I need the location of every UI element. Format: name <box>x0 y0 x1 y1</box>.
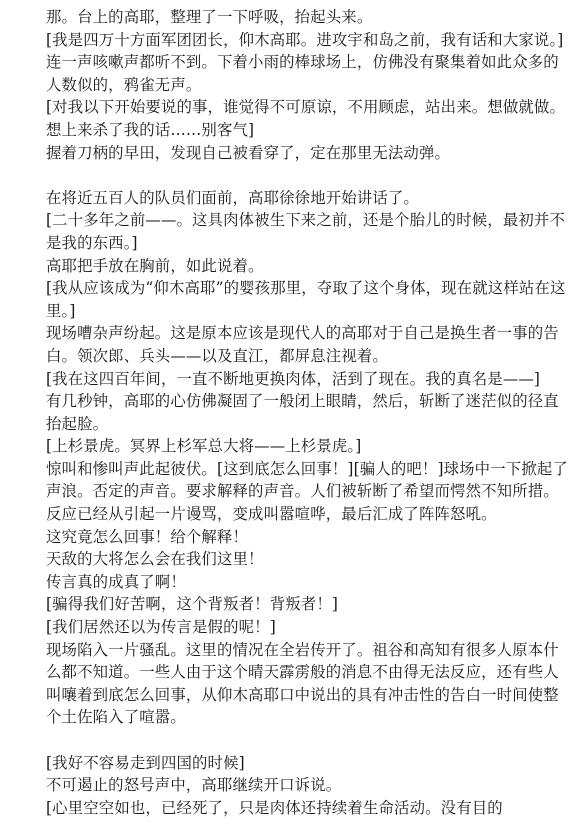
paragraph: [我好不容易走到四国的时候] <box>46 753 245 772</box>
paragraph: [我们居然还以为传言是假的呢！] <box>46 618 276 637</box>
paragraph: [二十多年之前——。这具肉体被生下来之前，还是个胎儿的时候，最初并不是我的东西。] <box>46 211 565 252</box>
blank-line <box>46 729 573 752</box>
paragraph: 连一声咳嗽声都听不到。下着小雨的棒球场上，仿佛没有聚集着如此众多的人数似的，鸦雀无声。 <box>46 53 559 94</box>
paragraph: [我在这四百年间，一直不断地更换肉体，活到了现在。我的真名是——] <box>46 369 541 388</box>
blank-line <box>46 164 573 187</box>
paragraph: [我是四万十方面军团团长，仰木高耶。进攻宇和岛之前，我有话和大家说。] <box>46 30 564 49</box>
paragraph: 这究竟怎么回事！给个解释！ <box>46 527 249 546</box>
paragraph: 不可遏止的怒号声中，高耶继续开口诉说。 <box>46 776 342 795</box>
paragraph: [我从应该成为“仰木高耶”的婴孩那里，夺取了这个身体，现在就这样站在这里。] <box>46 279 566 320</box>
paragraph: 传言真的成真了啊！ <box>46 572 186 591</box>
paragraph: [心里空空如也，已经死了，只是肉体还持续着生命活动。没有目的 <box>46 798 503 817</box>
paragraph: [对我以下开始要说的事，谁觉得不可原谅，不用顾虑，站出来。想做就做。想上来杀了我的话……别客气] <box>46 98 565 139</box>
paragraph: 在将近五百人的队员们面前，高耶徐徐地开始讲话了。 <box>46 188 419 207</box>
paragraph: 那。台上的高耶，整理了一下呼吸，抬起头来。 <box>46 8 373 26</box>
paragraph: 天敌的大将怎么会在我们这里！ <box>46 550 264 569</box>
paragraph: 现场陷入一片骚乱。这里的情况在全岩传开了。祖谷和高知有很多人原本什么都不知道。一些人由于这个晴天霹雳般的消息不由得无法反应，还有些人叫嚷着到底怎么回事，从仰木高耶口中说出的具有冲击性的告白一时间使整个土佐陷入了喧嚣。 <box>46 640 559 727</box>
paragraph: [骗得我们好苦啊，这个背叛者！背叛者！] <box>46 595 339 614</box>
paragraph: 惊叫和惨叫声此起彼伏。[这到底怎么回事！][骗人的吧！]球场中一下掀起了声浪。否定的声音。要求解释的声音。人们被斩断了希望而愕然不知所措。反应已经从引起一片谩骂，变成叫嚣喧哗，最后汇成了阵阵怒吼。 <box>46 459 568 524</box>
paragraph: 现场嘈杂声纷起。这是原本应该是现代人的高耶对于自己是换生者一事的告白。领次郎、兵头——以及直江，都屏息注视着。 <box>46 324 559 365</box>
paragraph: 有几秒钟，高耶的心仿佛凝固了一般闭上眼睛，然后，斩断了迷茫似的径直抬起脸。 <box>46 392 559 433</box>
paragraph: 握着刀柄的早田，发现自己被看穿了，定在那里无法动弹。 <box>46 143 451 162</box>
paragraph: 高耶把手放在胸前，如此说着。 <box>46 256 264 275</box>
paragraph: [上杉景虎。冥界上杉军总大将——上杉景虎。] <box>46 437 362 456</box>
